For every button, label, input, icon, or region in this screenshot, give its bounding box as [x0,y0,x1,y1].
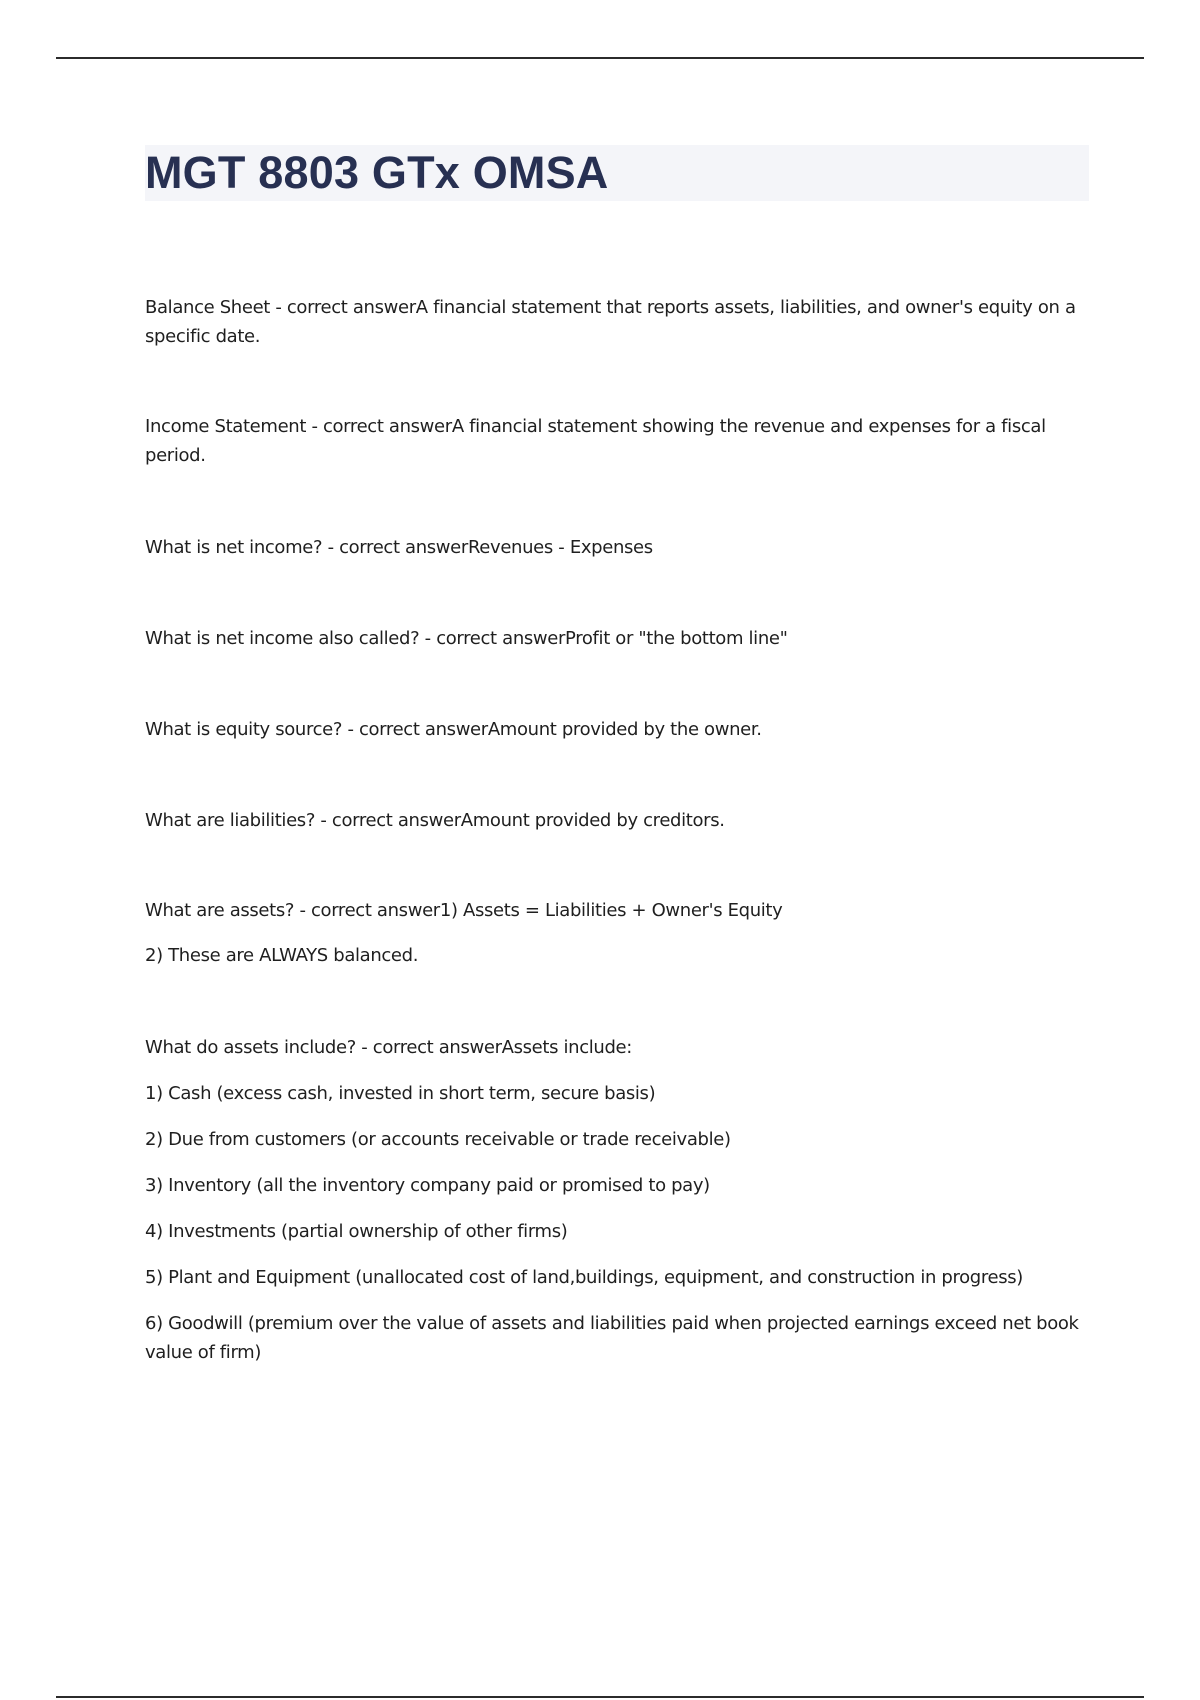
qa-text: What is net income? - correct answerRevenues - Expenses [145,537,653,558]
qa-text: What do assets include? - correct answerAssets include: [145,1037,632,1058]
qa-entry-assets [145,896,1085,970]
qa-text: Income Statement - correct answerA financial statement showing the revenue and expenses for a fiscal period. [145,416,1046,466]
qa-entry-liabilities [145,806,1085,835]
page-title: MGT 8803 GTx OMSA [145,147,609,198]
qa-text: What are liabilities? - correct answerAmount provided by creditors. [145,810,725,831]
qa-text: What are assets? - correct answer1) Assets = Liabilities + Owner's Equity [145,900,783,921]
qa-text: What is equity source? - correct answerAmount provided by the owner. [145,719,762,740]
qa-list-item: 3) Inventory (all the inventory company paid or promised to pay) [145,1175,710,1196]
qa-entry-assets-include [145,1033,1085,1367]
qa-entry-net-income-also-called [145,624,1085,653]
qa-text: What is net income also called? - correct answerProfit or "the bottom line" [145,628,788,649]
qa-text: 2) These are ALWAYS balanced. [145,945,419,966]
qa-list-item: 4) Investments (partial ownership of other firms) [145,1221,568,1242]
top-rule [56,57,1144,59]
qa-entry-equity-source [145,715,1085,744]
qa-entry-income-statement [145,412,1085,470]
qa-list-item: 5) Plant and Equipment (unallocated cost of land,buildings, equipment, and construction in progress) [145,1267,1023,1288]
qa-entry-balance-sheet [145,293,1085,351]
qa-entry-net-income [145,533,1085,562]
qa-list-item: 2) Due from customers (or accounts receivable or trade receivable) [145,1129,731,1150]
qa-text: Balance Sheet - correct answerA financial statement that reports assets, liabilities, and owner's equity on a specific date. [145,297,1076,347]
bottom-rule [56,1696,1144,1698]
qa-list-item: 1) Cash (excess cash, invested in short term, secure basis) [145,1083,656,1104]
qa-list-item: 6) Goodwill (premium over the value of assets and liabilities paid when projected earnings exceed net book value of firm) [145,1313,1079,1363]
